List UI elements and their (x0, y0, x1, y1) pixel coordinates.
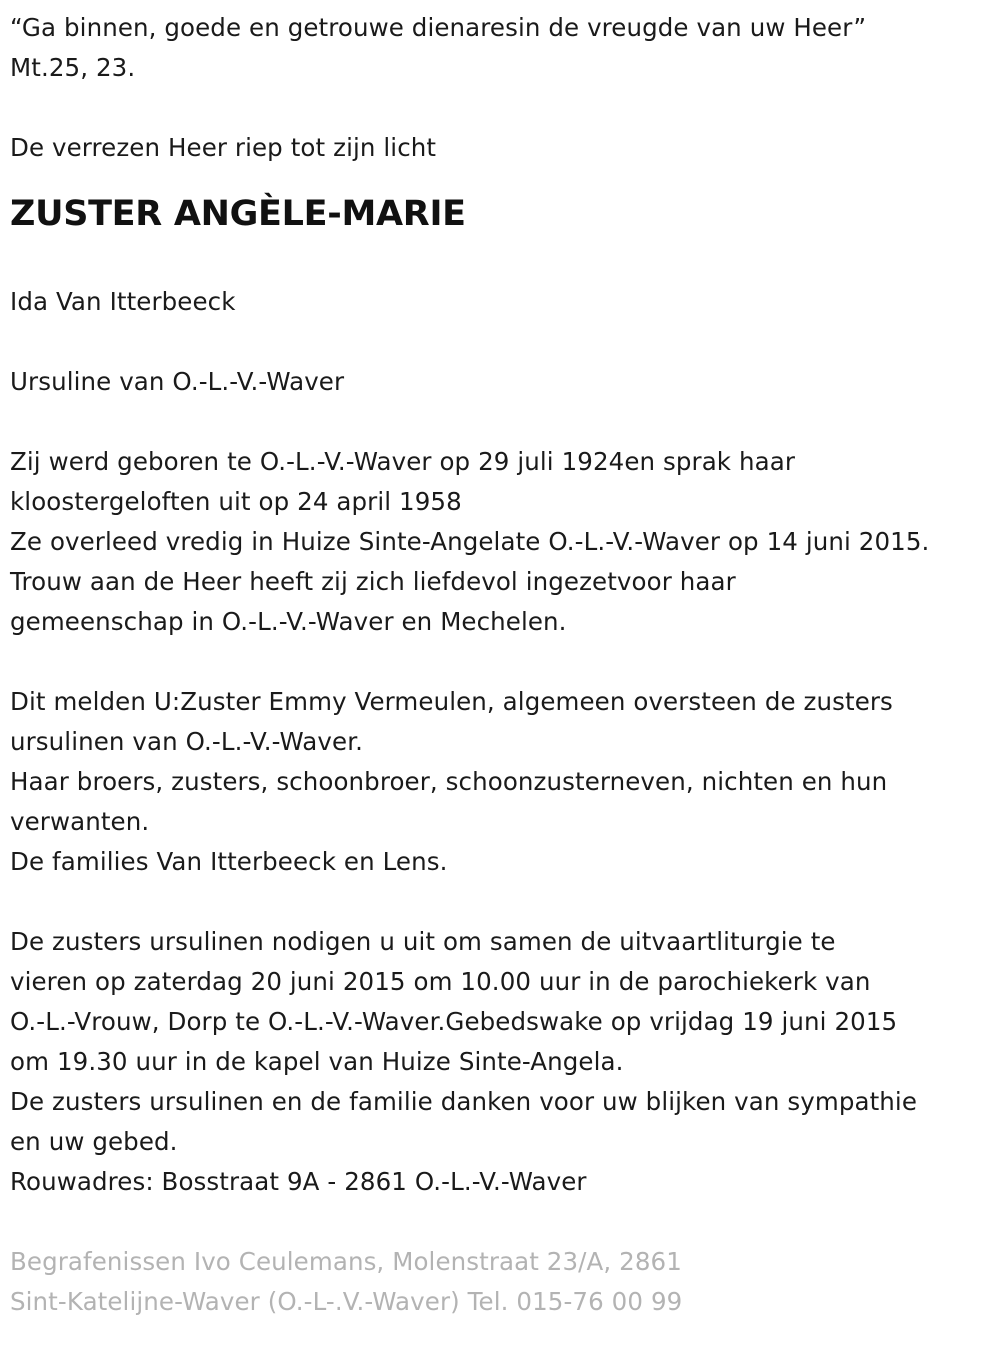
service-line: O.-L.-Vrouw, Dorp te O.-L.-V.-Waver.Gebedswake op vrijdag 19 juni 2015 (10, 1007, 898, 1036)
quote-reference: Mt.25, 23. (10, 53, 136, 82)
footer-line: Begrafenissen Ivo Ceulemans, Molenstraat 23/A, 2861 (10, 1247, 682, 1276)
religious-order: Ursuline van O.-L.-V.-Waver (10, 367, 345, 396)
announcer-line: Dit melden U:Zuster Emmy Vermeulen, algemeen oversteen de zusters (10, 687, 893, 716)
mourning-address: Rouwadres: Bosstraat 9A - 2861 O.-L.-V.-Waver (10, 1167, 587, 1196)
service-line: De zusters ursulinen en de familie danken voor uw blijken van sympathie (10, 1087, 917, 1116)
bio-line: Zij werd geboren te O.-L.-V.-Waver op 29 juli 1924en sprak haar (10, 447, 796, 476)
announcer-line: verwanten. (10, 807, 150, 836)
announcer-line: Haar broers, zusters, schoonbroer, schoonzusterneven, nichten en hun (10, 767, 888, 796)
quote-text: “Ga binnen, goede en getrouwe dienaresin de vreugde van uw Heer” (10, 13, 867, 42)
bio-line: Ze overleed vredig in Huize Sinte-Angelate O.-L.-V.-Waver op 14 juni 2015. (10, 527, 930, 556)
intro-text: De verrezen Heer riep tot zijn licht (10, 133, 437, 162)
service-line: De zusters ursulinen nodigen u uit om samen de uitvaartliturgie te (10, 927, 836, 956)
bio-line: kloostergeloften uit op 24 april 1958 (10, 487, 462, 516)
footer-line: Sint-Katelijne-Waver (O.-L-.V.-Waver) Tel. 015-76 00 99 (10, 1287, 683, 1316)
announcers-section (10, 682, 1000, 882)
service-section (10, 922, 1000, 1202)
deceased-name: ZUSTER ANGÈLE-MARIE (10, 194, 466, 234)
service-line: vieren op zaterdag 20 juni 2015 om 10.00 uur in de parochiekerk van (10, 967, 871, 996)
bio-line: gemeenschap in O.-L.-V.-Waver en Mechelen. (10, 607, 567, 636)
announcer-line: De families Van Itterbeeck en Lens. (10, 847, 448, 876)
announcer-line: ursulinen van O.-L.-V.-Waver. (10, 727, 364, 756)
service-line: om 19.30 uur in de kapel van Huize Sinte-Angela. (10, 1047, 624, 1076)
biography (10, 442, 1000, 642)
funeral-home-footer (10, 1242, 1000, 1322)
service-line: en uw gebed. (10, 1127, 178, 1156)
bible-quote (10, 8, 1000, 88)
bio-line: Trouw aan de Heer heeft zij zich liefdevol ingezetvoor haar (10, 567, 736, 596)
civil-name: Ida Van Itterbeeck (10, 287, 236, 316)
